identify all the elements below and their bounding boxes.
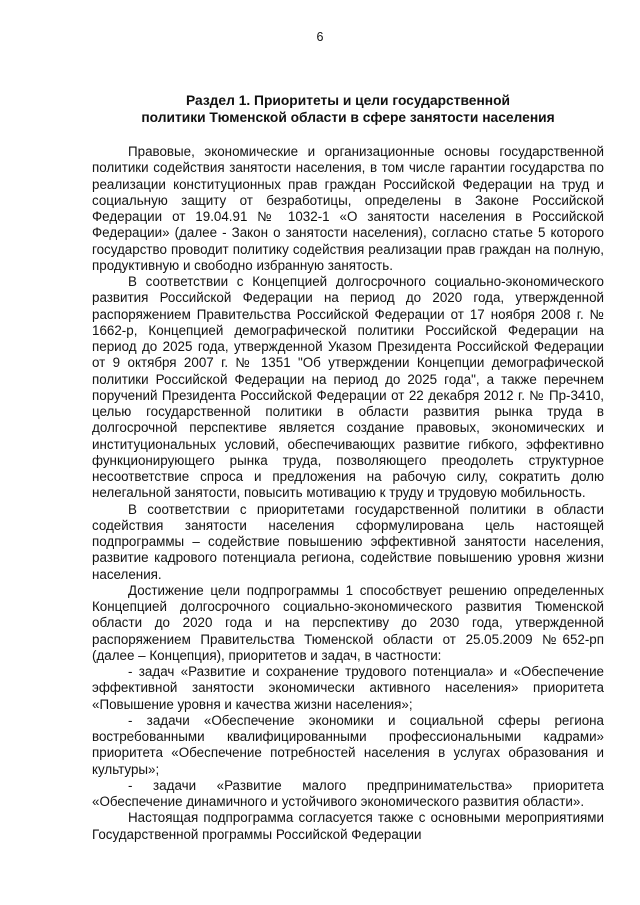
- list-item-qualified-staff: - задачи «Обеспечение экономики и социальной сферы региона востребованными квалифицированными профессиональными кадрами» приоритета «Обеспечение потребностей населения в услугах образования и культуры»;: [92, 712, 604, 777]
- section-heading: [92, 92, 604, 126]
- paragraph-consistency: Настоящая подпрограмма согласуется также с основными мероприятиями Государственной программы Российской Федерации: [92, 810, 604, 842]
- page-number: 6: [316, 30, 324, 44]
- paragraph-legal-basis: Правовые, экономические и организационные основы государственной политики содействия занятости населения, в том числе гарантии государства по реализации конституционных прав граждан Российской Федерации на труд и социальную защиту от безработицы, определены в Законе Российской Федерации от 19.04.91 № 1032-1 «О занятости населения в Российской Федерации» (далее - Закон о занятости населения), согласно статье 5 которого государство проводит политику содействия реализации прав граждан на полную, продуктивную и свободно избранную занятость.: [92, 144, 604, 273]
- paragraph-subprogram-goal: В соответствии с приоритетами государственной политики в области содействия занятости населения сформулирована цель настоящей подпрограммы – содействие повышению эффективной занятости населения, развитие кадрового потенциала региона, содействие повышению уровня жизни населения.: [92, 501, 604, 582]
- body-text: [92, 144, 604, 843]
- paragraph-concept-goal: В соответствии с Концепцией долгосрочного социально-экономического развития Российской Федерации на период до 2020 года, утвержденной распоряжением Правительства Российской Федерации от 17 ноября 2008 г. № 1662-р, Концепцией демографической политики Российской Федерации на период до 2025 года, утвержденной Указом Президента Российской Федерации от 9 октября 2007 г. № 1351 "Об утверждении Концепции демографической политики Российской Федерации на период до 2025 года", а также перечнем поручений Президента Российской Федерации от 22 декабря 2012 г. № Пр-3410, целью государственной политики в области развития рынка труда в долгосрочной перспективе является создание правовых, экономических и институциональных условий, обеспечивающих развитие гибкого, эффективно функционирующего рынка труда, позволяющего преодолеть структурное несоответствие спроса и предложения на рабочую силу, сократить долю нелегальной занятости, повысить мотивацию к труду и трудовую мобильность.: [92, 274, 604, 501]
- list-item-labor-potential: - задач «Развитие и сохранение трудового потенциала» и «Обеспечение эффективной занятости экономически активного населения» приоритета «Повышение уровня и качества жизни населения»;: [92, 664, 604, 712]
- section-heading-line-1: Раздел 1. Приоритеты и цели государственной: [185, 93, 511, 108]
- section-heading-line-2: политики Тюменской области в сфере занятости населения: [141, 110, 555, 125]
- paragraph-achievement: Достижение цели подпрограммы 1 способствует решению определенных Концепцией долгосрочного социально-экономического развития Тюменской области до 2020 года и на перспективу до 2030 года, утвержденной распоряжением Правительства Тюменской области от 25.05.2009 №652-рп (далее – Концепция), приоритетов и задач, в частности:: [92, 582, 604, 663]
- list-item-small-business: - задачи «Развитие малого предпринимательства» приоритета «Обеспечение динамичного и устойчивого экономического развития области».: [92, 777, 604, 809]
